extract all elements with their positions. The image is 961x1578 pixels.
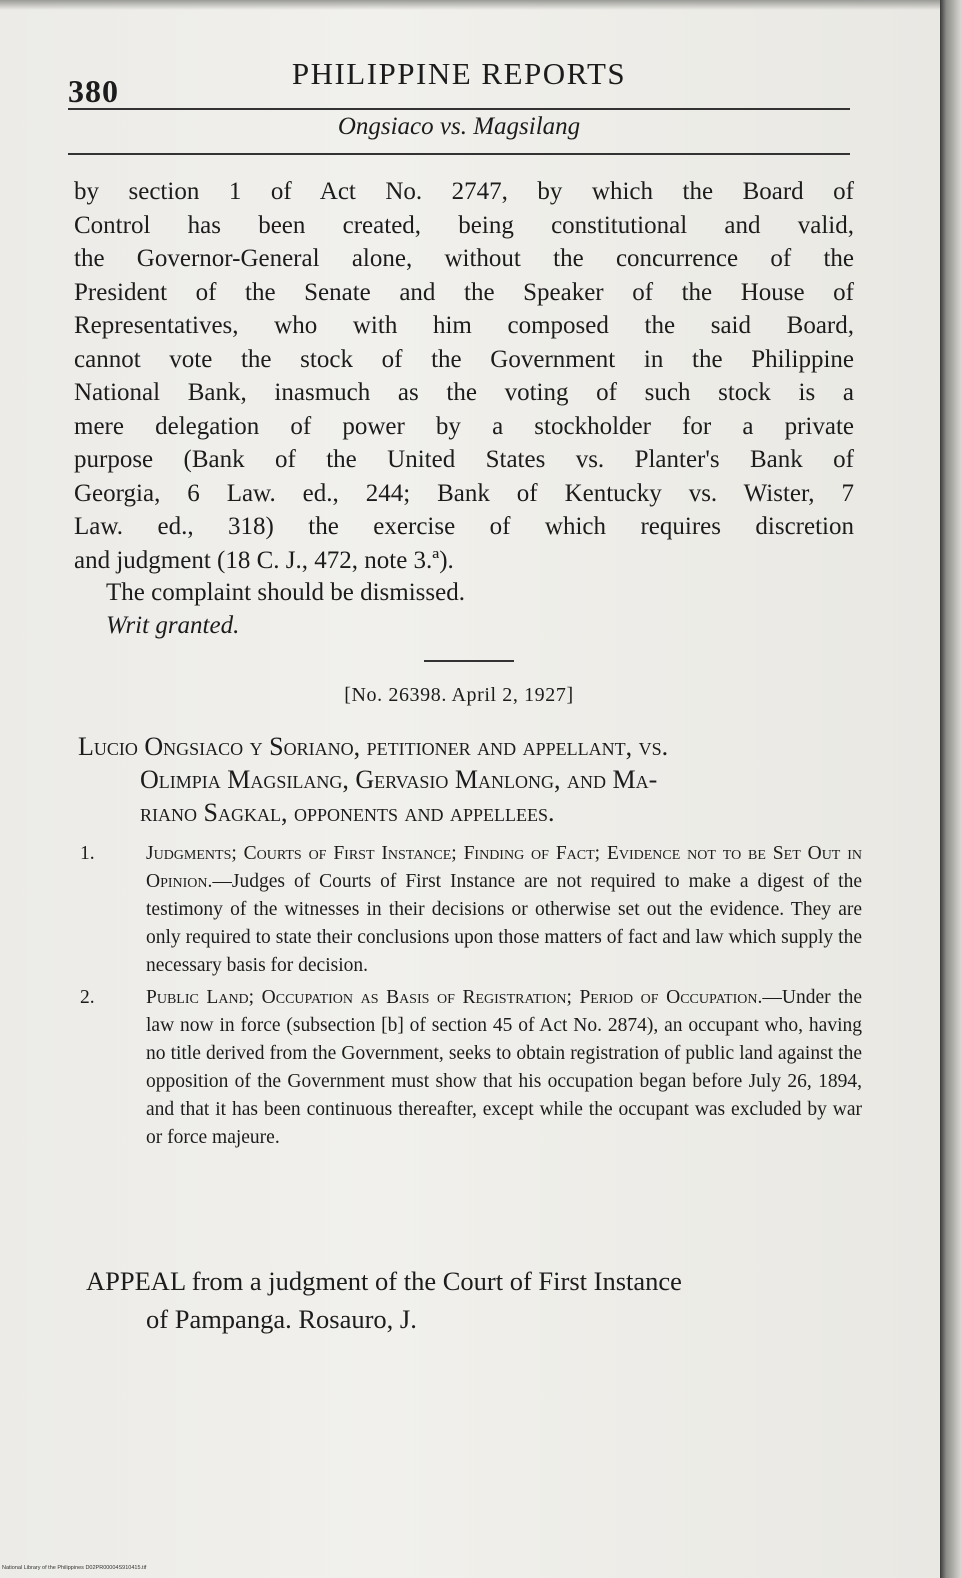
header-rule-bottom	[68, 153, 850, 155]
book-spine-edge	[940, 0, 961, 1578]
docket-number: [No. 26398. April 2, 1927]	[344, 684, 574, 706]
scan-footer: National Library of the Philippines D02PR00004S910415.tif	[2, 1565, 147, 1571]
parties-line: riano Sagkal, opponents and appellees.	[140, 798, 555, 827]
case-parties	[78, 730, 858, 829]
body-line: by section 1 of Act No. 2747, by which the Board of	[74, 178, 854, 205]
body-line: Law. ed., 318) the exercise of which requires discretion	[74, 513, 854, 540]
body-line: and judgment (18 C. J., 472, note 3.ª).	[74, 546, 454, 574]
header-rule-top	[68, 108, 850, 110]
running-title: PHILIPPINE REPORTS	[291, 56, 627, 91]
body-line: Control has been created, being constitutional and valid,	[74, 211, 854, 239]
body-line: Representatives, who with him composed the said Board,	[74, 312, 854, 339]
body-line: the Governor-General alone, without the concurrence of the	[74, 245, 854, 272]
syllabus-number: 2.	[80, 987, 95, 1008]
appeal-statement	[86, 1262, 868, 1338]
page-number: 380	[68, 73, 119, 109]
body-line: President of the Senate and the Speaker of the House of	[74, 278, 854, 306]
parties-line: Olimpia Magsilang, Gervasio Manlong, and Ma-	[140, 765, 658, 794]
scan-top-shadow	[0, 0, 940, 10]
dismissal-statement: The complaint should be dismissed.	[106, 579, 465, 606]
appeal-line: of Pampanga. Rosauro, J.	[146, 1304, 417, 1334]
body-line: National Bank, inasmuch as the voting of such stock is a	[74, 379, 854, 406]
body-line: mere delegation of power by a stockholder for a private	[74, 412, 854, 440]
conclusion-block	[106, 576, 465, 642]
syllabus-text: —Judges of Courts of First Instance are not required to make a digest of the testimony of the witnesses in their decisions or otherwise set out the evidence. They are only required to state their conclusions upon those matters of fact and law which supply the necessary basis for decision.	[146, 871, 862, 976]
parties-line: Lucio Ongsiaco y Soriano, petitioner and appellant, vs.	[78, 732, 669, 761]
syllabus-heading: Judgments; Courts of First Instance; Finding of Fact; Evidence not to be Set Out in Opinion.	[146, 843, 862, 892]
syllabus	[80, 840, 862, 1156]
section-divider	[424, 660, 514, 662]
opinion-paragraph	[74, 175, 854, 577]
body-line: purpose (Bank of the United States vs. Planter's Bank of	[74, 446, 854, 473]
body-line: cannot vote the stock of the Government in the Philippine	[74, 345, 854, 373]
body-line: Georgia, 6 Law. ed., 244; Bank of Kentucky vs. Wister, 7	[74, 479, 854, 507]
syllabus-text: —Under the law now in force (subsection [b] of section 45 of Act No. 2874), an occupant who, having no title derived from the Government, seeks to obtain registration of public land against the opposition of the Government must show that his occupation began before July 26, 1894, and that it has been continuous thereafter, except while the occupant was excluded by war or force majeure.	[146, 987, 862, 1148]
syllabus-number: 1.	[80, 843, 95, 864]
syllabus-item	[80, 984, 862, 1152]
case-title: Ongsiaco vs. Magsilang	[337, 113, 581, 140]
syllabus-heading: Public Land; Occupation as Basis of Registration; Period of Occupation.	[146, 987, 763, 1008]
syllabus-item	[80, 840, 862, 980]
appeal-line: APPEAL from a judgment of the Court of First Instance	[86, 1266, 682, 1296]
writ-granted: Writ granted.	[106, 612, 240, 639]
